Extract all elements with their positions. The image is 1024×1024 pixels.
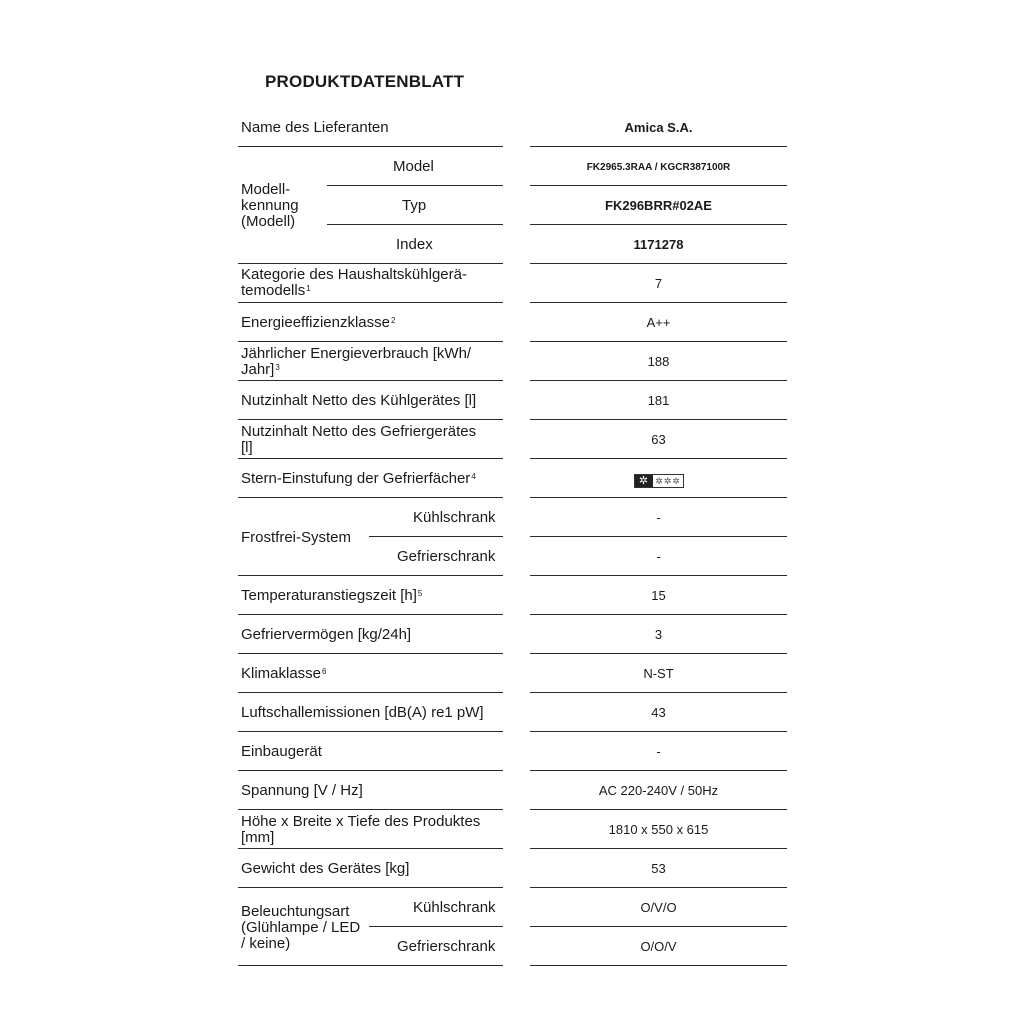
index-label: Index	[396, 236, 433, 253]
net-freezer-label-2: [l]	[241, 439, 253, 456]
row-divider	[530, 380, 787, 381]
row-divider	[238, 341, 503, 342]
model-value: FK2965.3RAA / KGCR387100R	[586, 162, 731, 173]
row-divider	[238, 614, 503, 615]
row-divider	[530, 185, 787, 186]
row-divider	[530, 341, 787, 342]
category-label-1: Kategorie des Haushaltskühlgerä-	[241, 266, 467, 283]
energy-class-label: Energieeffizienzklasse$^2$	[241, 314, 396, 331]
row-divider	[238, 809, 503, 810]
weight-value: 53	[651, 861, 666, 876]
temp-rise-label: Temperaturanstiegszeit $[h]^5$	[241, 587, 423, 604]
row-divider	[530, 770, 787, 771]
type-value: FK296BRR#02AE	[605, 198, 712, 213]
annual-consumption-value: 188	[647, 354, 670, 369]
row-divider	[238, 887, 503, 888]
lighting-freezer-value: O/O/V	[640, 939, 677, 954]
supplier-label: Name des Lieferanten	[241, 119, 389, 136]
row-divider	[238, 848, 503, 849]
net-fridge-value: 181	[647, 393, 670, 408]
row-divider	[530, 731, 787, 732]
row-divider	[530, 302, 787, 303]
climate-class-label: Klimaklasse$^6$	[241, 665, 327, 682]
frost-free-fridge-value: -	[656, 510, 661, 525]
noise-value: 43	[651, 705, 666, 720]
row-divider	[530, 653, 787, 654]
row-divider	[238, 770, 503, 771]
built-in-label: Einbaugerät	[241, 743, 322, 760]
row-divider	[238, 302, 503, 303]
row-divider	[530, 809, 787, 810]
row-divider	[238, 458, 503, 459]
row-divider	[530, 965, 787, 966]
row-divider	[369, 536, 503, 537]
model-id-label-3: (Modell)	[241, 213, 296, 230]
weight-label: Gewicht des Gerätes [kg]	[241, 860, 410, 877]
energy-class-value: A++	[646, 315, 671, 330]
snowflake-icon: ✲	[635, 475, 653, 487]
model-label: Model	[393, 158, 434, 175]
freezing-capacity-value: 3	[654, 627, 663, 642]
lighting-label-1: Beleuchtungsart	[241, 903, 350, 920]
net-fridge-label: Nutzinhalt Netto des Kühlgerätes [l]	[241, 392, 477, 409]
row-divider	[530, 926, 787, 927]
row-divider	[530, 263, 787, 264]
row-divider	[238, 146, 503, 147]
row-divider	[530, 614, 787, 615]
model-id-label-1: Modell-	[241, 181, 291, 198]
row-divider	[238, 497, 503, 498]
freezer-star-rating-icon	[634, 474, 684, 488]
climate-class-value: N-ST	[643, 666, 674, 681]
row-divider	[327, 224, 503, 225]
dimensions-value: 1810 x 550 x 615	[608, 822, 709, 837]
built-in-value: -	[656, 744, 661, 759]
row-divider	[530, 887, 787, 888]
type-label: Typ	[402, 197, 427, 214]
row-divider	[238, 419, 503, 420]
dimensions-label-2: [mm]	[241, 829, 275, 846]
row-divider	[238, 263, 503, 264]
row-divider	[530, 419, 787, 420]
voltage-value: AC 220-240V / 50Hz	[598, 783, 719, 798]
frost-free-freezer-label: Gefrierschrank	[397, 548, 496, 565]
lighting-label-2: (Glühlampe / LED	[241, 919, 361, 936]
annual-consumption-label-2: Jahr]$^3$	[241, 361, 280, 378]
page-title: PRODUKTDATENBLATT	[265, 72, 465, 91]
category-value: 7	[654, 276, 663, 291]
row-divider	[238, 575, 503, 576]
freezing-capacity-label: Gefriervermögen [kg/24h]	[241, 626, 412, 643]
row-divider	[530, 692, 787, 693]
lighting-fridge-value: O/V/O	[640, 900, 677, 915]
row-divider	[530, 146, 787, 147]
row-divider	[238, 380, 503, 381]
row-divider	[530, 497, 787, 498]
net-freezer-label-1: Nutzinhalt Netto des Gefriergerätes	[241, 423, 477, 440]
category-label-2: temodells$^1$	[241, 282, 311, 299]
frost-free-label: Frostfrei-System	[241, 529, 352, 546]
star-rating-value	[530, 472, 787, 488]
row-divider	[327, 185, 503, 186]
row-divider	[530, 848, 787, 849]
row-divider	[369, 926, 503, 927]
row-divider	[530, 536, 787, 537]
frost-free-fridge-label: Kühlschrank	[413, 509, 496, 526]
row-divider	[238, 731, 503, 732]
noise-label: Luftschallemissionen [dB(A) re1 pW]	[241, 704, 484, 721]
annual-consumption-label-1: Jährlicher Energieverbrauch [kWh/	[241, 345, 472, 362]
row-divider	[238, 965, 503, 966]
lighting-freezer-label: Gefrierschrank	[397, 938, 496, 955]
index-value: 1171278	[633, 237, 684, 252]
row-divider	[238, 653, 503, 654]
row-divider	[530, 458, 787, 459]
temp-rise-value: 15	[651, 588, 666, 603]
frost-free-freezer-value: -	[656, 549, 661, 564]
stars-icon: ✲✲✲	[655, 475, 681, 486]
row-divider	[530, 575, 787, 576]
net-freezer-value: 63	[651, 432, 666, 447]
lighting-label-3: / keine)	[241, 935, 291, 952]
voltage-label: Spannung [V / Hz]	[241, 782, 363, 799]
supplier-value: Amica S.A.	[624, 120, 693, 135]
dimensions-label-1: Höhe x Breite x Tiefe des Produktes	[241, 813, 481, 830]
lighting-fridge-label: Kühlschrank	[413, 899, 496, 916]
star-rating-label: Stern-Einstufung der Gefrierfächer$^4$	[241, 470, 476, 487]
row-divider	[530, 224, 787, 225]
row-divider	[238, 692, 503, 693]
model-id-label-2: kennung	[241, 197, 299, 214]
